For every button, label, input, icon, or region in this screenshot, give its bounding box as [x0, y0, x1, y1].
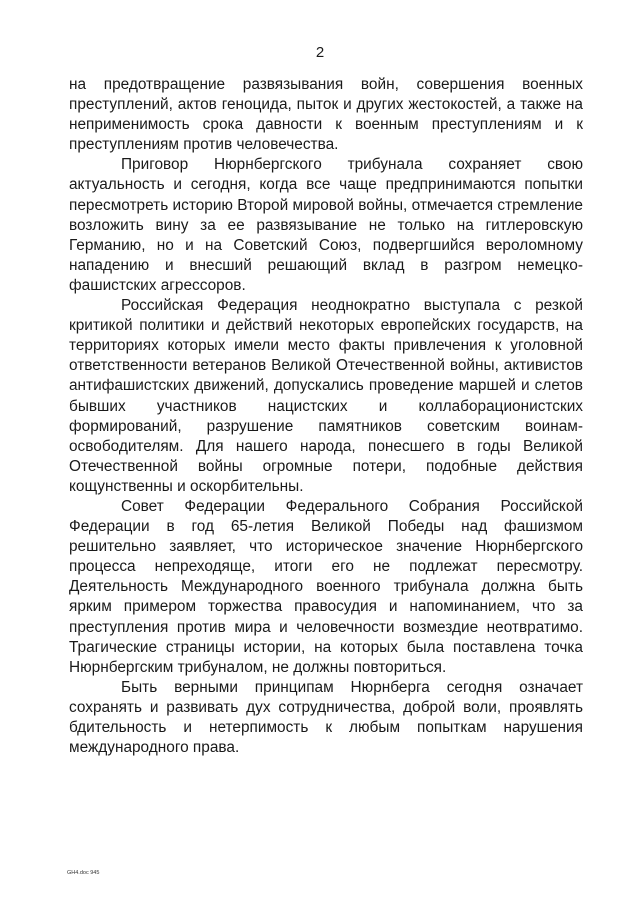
- paragraph-nuremberg-principles: Быть верными принципам Нюрнберга сегодня означает сохранять и развивать дух сотрудничества, доброй воли, проявлять бдительность и нетерпимость к любым попыткам нарушения международного права.: [69, 678, 583, 757]
- paragraph-continuation: на предотвращение развязывания войн, совершения военных преступлений, актов геноцида, пыток и других жестокостей, а также на неприменимость срока давности к военным преступлениям и к преступлениям против человечества.: [69, 76, 583, 154]
- paragraph-federation-council-statement: Совет Федерации Федерального Собрания Российской Федерации в год 65-летия Великой Победы над фашизмом решительно заявляет, что историческое значение Нюрнбергского процесса непреходяще, итоги его не подлежат пересмотру. Деятельность Международного военного трибунала должна быть ярким примером торжества правосудия и напоминанием, что за преступления против мира и человечности возмездие неотвратимо. Трагические страницы истории, на которых была поставлена точка Нюрнбергским трибуналом, не должны повториться.: [69, 497, 583, 676]
- paragraph-nuremberg-verdict: Приговор Нюрнбергского трибунала сохраняет свою актуальность и сегодня, когда все чаще предпринимаются попытки пересмотреть историю Второй мировой войны, отмечается стремление возложить вину за ее развязывание не только на гитлеровскую Германию, но и на Советский Союз, подвергшийся вероломному нападению и внесший решающий вклад в разгром немецко-фашистских агрессоров.: [69, 156, 583, 294]
- footer-file-code: GH4.doc 945: [67, 870, 100, 876]
- document-body: [69, 75, 583, 758]
- paragraph-russian-federation-criticism: Российская Федерация неоднократно выступала с резкой критикой политики и действий некоторых европейских государств, на территориях которых имели место факты привлечения к уголовной ответственности ветеранов Великой Отечественной войны, активистов антифашистских движений, допускались проведение маршей и слетов бывших участников нацистских и коллаборационистских формирований, разрушение памятников советским воинам-освободителям. Для нашего народа, понесшего в годы Великой Отечественной войны огромные потери, подобные действия кощунственны и оскорбительны.: [69, 297, 583, 495]
- page-number: 2: [315, 44, 325, 61]
